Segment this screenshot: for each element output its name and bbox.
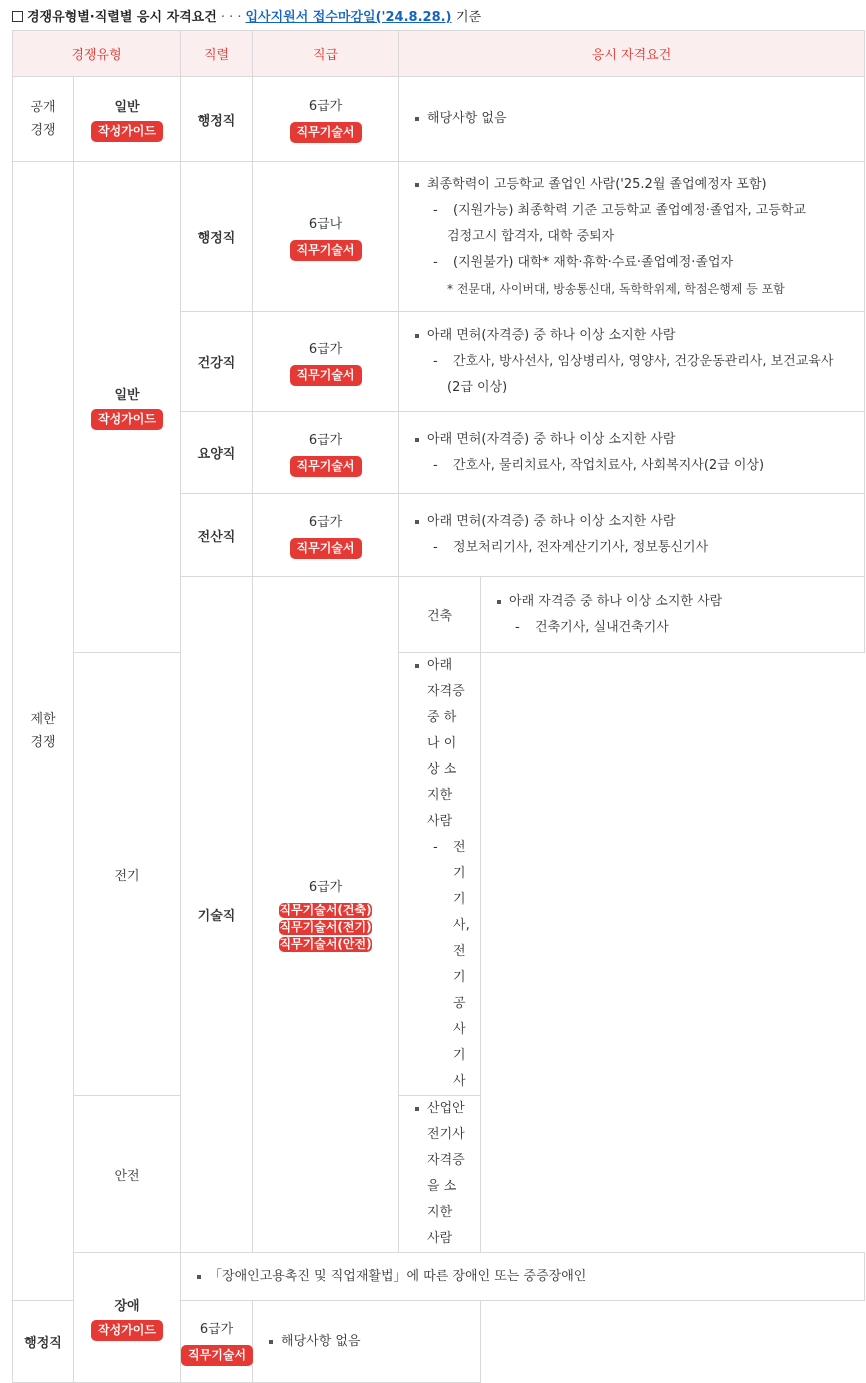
tech-safety-req-cell: [399, 1096, 481, 1253]
restricted-category: 제한 경쟁: [30, 712, 56, 750]
disabled-req-cell: [253, 1301, 481, 1383]
health-req-sub: - 간호사, 방사선사, 임상병리사, 영양사, 건강운동관리사, 보건교육사: [433, 353, 834, 369]
tech-job-desc-building-button[interactable]: 직무기술서(건축): [279, 902, 372, 917]
disabled-req-top: 「장애인고용촉진 및 직업재활법」에 따른 장애인 또는 중증장애인: [195, 1264, 850, 1290]
table-row: [13, 653, 865, 1096]
care-series: 요양직: [181, 412, 253, 494]
open-req: 해당사항 없음: [413, 106, 850, 132]
disabled-grade-cell: [181, 1301, 253, 1383]
health-grade: 6급가: [308, 341, 343, 357]
disabled-type-cell: [74, 1253, 181, 1383]
tech-building-label: 건축: [399, 577, 481, 653]
health-req-cell: [399, 312, 865, 412]
disabled-type: 장애: [114, 1298, 140, 1314]
restricted-general-type-cell: [74, 162, 181, 653]
admin-req-sub1: - (지원가능) 최종학력 기준 고등학교 졸업예정·졸업자, 고등학교: [433, 202, 807, 218]
deadline-link[interactable]: 입사지원서 접수마감일('24.8.28.): [245, 10, 452, 25]
health-req-sub-cont: (2급 이상): [447, 379, 508, 395]
checkbox-square-icon: [12, 11, 23, 22]
it-grade-cell: [253, 494, 399, 577]
heading-suffix: 기준: [456, 10, 482, 25]
open-category: 공개 경쟁: [30, 100, 56, 138]
page-title: [12, 6, 481, 25]
disabled-req: 해당사항 없음: [267, 1329, 466, 1355]
admin-grade: 6급나: [308, 216, 343, 232]
disabled-job-desc-button[interactable]: 직무기술서: [181, 1345, 253, 1366]
open-type: 일반: [114, 100, 140, 115]
tech-safety-req-main: 산업안전기사 자격증을 소지한 사람: [413, 1096, 466, 1252]
care-req-sub: - 간호사, 물리치료사, 작업치료사, 사회복지사(2급 이상): [433, 457, 765, 473]
admin-req-sub2: - (지원불가) 대학* 재학·휴학·수료·졸업예정·졸업자: [433, 254, 734, 270]
admin-req-sub1-cont: 검정고시 합격자, 대학 중퇴자: [447, 228, 615, 244]
admin-req-note: * 전문대, 사이버대, 방송통신대, 독학학위제, 학점은행제 등 포함: [447, 281, 785, 296]
health-job-desc-button[interactable]: 직무기술서: [290, 365, 362, 386]
header-grade: 직급: [253, 31, 399, 77]
table-row: [13, 1253, 865, 1301]
heading-separator: · · ·: [220, 10, 242, 25]
disabled-series: 행정직: [13, 1301, 74, 1383]
tech-grade-cell: [253, 577, 399, 1253]
restricted-category-cell: [13, 162, 74, 1301]
restricted-general-type: 일반: [114, 388, 140, 403]
open-guide-button[interactable]: 작성가이드: [91, 121, 163, 142]
table-row: [13, 77, 865, 162]
care-job-desc-button[interactable]: 직무기술서: [290, 456, 362, 477]
it-req-sub: - 정보처리기사, 전자계산기기사, 정보통신기사: [433, 540, 709, 555]
open-req-cell: [399, 77, 865, 162]
open-type-cell: [74, 77, 181, 162]
admin-req-cell: [399, 162, 865, 312]
disabled-grade: 6급가: [199, 1321, 234, 1337]
tech-electric-req-main: 아래 자격증 중 하나 이상 소지한 사람: [413, 653, 466, 835]
care-grade: 6급가: [308, 432, 343, 448]
tech-electric-req-sub: - 전기기사, 전기공사기사: [433, 840, 470, 1089]
table-row: [13, 162, 865, 312]
it-req-main: 아래 면허(자격증) 중 하나 이상 소지한 사람: [413, 509, 850, 535]
open-grade: 6급가: [308, 99, 343, 114]
heading-title: 경쟁유형별·직렬별 응시 자격요건: [27, 10, 217, 25]
admin-series: 행정직: [181, 162, 253, 312]
header-series: 직렬: [181, 31, 253, 77]
tech-building-req-sub: - 건축기사, 실내건축기사: [515, 619, 669, 635]
header-competition-type: 경쟁유형: [13, 31, 181, 77]
admin-req-main: 최종학력이 고등학교 졸업인 사람('25.2월 졸업예정자 포함): [413, 172, 850, 198]
tech-job-desc-electric-button[interactable]: 직무기술서(전기): [279, 919, 372, 934]
care-req-main: 아래 면허(자격증) 중 하나 이상 소지한 사람: [413, 427, 850, 453]
tech-safety-label: 안전: [74, 1096, 181, 1253]
tech-job-desc-safety-button[interactable]: 직무기술서(안전): [279, 936, 372, 951]
open-job-desc-button[interactable]: 직무기술서: [290, 122, 362, 143]
it-job-desc-button[interactable]: 직무기술서: [290, 538, 362, 559]
care-req-cell: [399, 412, 865, 494]
table-row: [13, 1096, 865, 1253]
disabled-guide-button[interactable]: 작성가이드: [91, 1320, 163, 1341]
qualification-table: [12, 30, 865, 1383]
open-grade-cell: [253, 77, 399, 162]
it-req-cell: [399, 494, 865, 577]
table-header-row: [13, 31, 865, 77]
tech-electric-label: 전기: [74, 653, 181, 1096]
open-series: 행정직: [181, 77, 253, 162]
tech-grade: 6급가: [308, 879, 343, 895]
tech-building-req-cell: [481, 577, 865, 653]
tech-series: 기술직: [181, 577, 253, 1253]
disabled-req-top-cell: [181, 1253, 865, 1301]
admin-grade-cell: [253, 162, 399, 312]
tech-building-req-main: 아래 자격증 중 하나 이상 소지한 사람: [495, 589, 850, 615]
health-req-main: 아래 면허(자격증) 중 하나 이상 소지한 사람: [413, 323, 850, 349]
health-series: 건강직: [181, 312, 253, 412]
open-category-cell: [13, 77, 74, 162]
admin-job-desc-button[interactable]: 직무기술서: [290, 240, 362, 261]
it-grade: 6급가: [308, 515, 343, 530]
health-grade-cell: [253, 312, 399, 412]
restricted-general-guide-button[interactable]: 작성가이드: [91, 409, 163, 430]
it-series: 전산직: [181, 494, 253, 577]
header-requirements: 응시 자격요건: [399, 31, 865, 77]
tech-electric-req-cell: [399, 653, 481, 1096]
care-grade-cell: [253, 412, 399, 494]
